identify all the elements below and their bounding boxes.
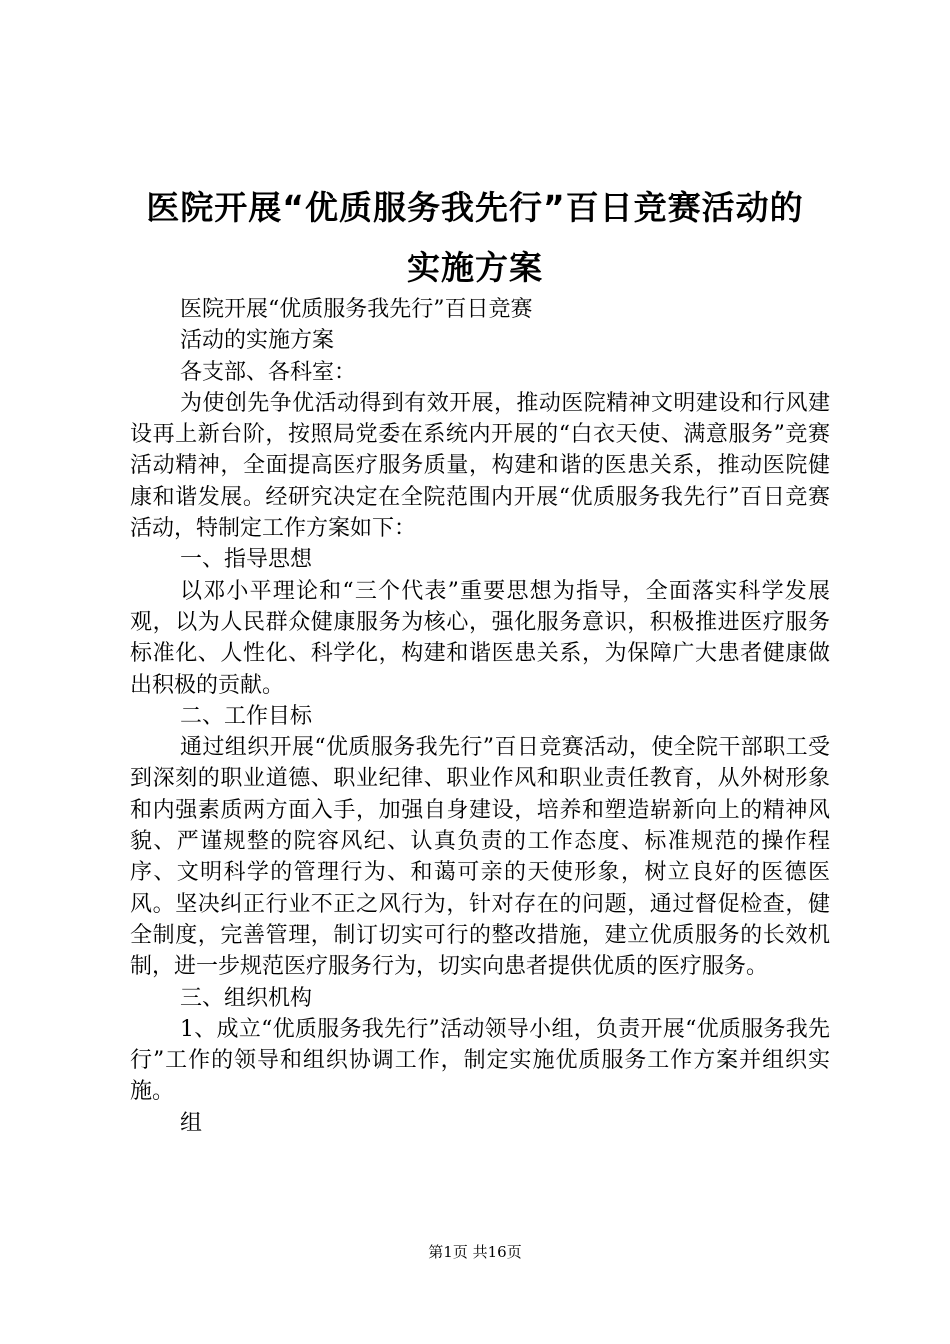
intro-paragraph: 为使创先争优活动得到有效开展，推动医院精神文明建设和行风建设再上新台阶，按照局党委在系统内开展的“白衣天使、满意服务”竞赛活动精神，全面提高医疗服务质量，构建和谐的医患关系，推动医院健康和谐发展。经研究决定在全院范围内开展“优质服务我先行”百日竞赛活动，特制定工作方案如下： (130, 390, 830, 542)
document-body (130, 294, 830, 1139)
document-title-line-1: 医院开展“优质服务我先行”百日竞赛活动的 (146, 188, 804, 227)
salutation: 各支部、各科室： (180, 359, 357, 385)
section-heading-organization: 三、组织机构 (180, 985, 313, 1011)
trailing-fragment: 组 (180, 1110, 203, 1136)
organization-paragraph: 1、成立“优质服务我先行”活动领导小组，负责开展“优质服务我先行”工作的领导和组织协调工作，制定实施优质服务工作方案并组织实施。 (130, 1016, 830, 1105)
subtitle-line-1: 医院开展“优质服务我先行”百日竞赛 (180, 297, 533, 322)
guiding-thought-paragraph: 以邓小平理论和“三个代表”重要思想为指导，全面落实科学发展观，以为人民群众健康服务为核心，强化服务意识，积极推进医疗服务标准化、人性化、科学化，构建和谐医患关系，为保障广大患者健康做出积极的贡献。 (130, 578, 830, 698)
section-heading-guiding-thought: 一、指导思想 (180, 547, 313, 573)
subtitle-line-2: 活动的实施方案 (180, 328, 335, 354)
work-goals-paragraph: 通过组织开展“优质服务我先行”百日竞赛活动，使全院干部职工受到深刻的职业道德、职业纪律、职业作风和职业责任教育，从外树形象和内强素质两方面入手，加强自身建设，培养和塑造崭新向上的精神风貌、严谨规整的院容风纪、认真负责的工作态度、标准规范的操作程序、文明科学的管理行为、和蔼可亲的天使形象，树立良好的医德医风。坚决纠正行业不正之风行为，针对存在的问题，通过督促检查，健全制度，完善管理，制订切实可行的整改措施，建立优质服务的长效机制，进一步规范医疗服务行为，切实向患者提供优质的医疗服务。 (130, 735, 830, 980)
page-number-footer: 第1页 共16页 (428, 1243, 522, 1261)
section-heading-work-goals: 二、工作目标 (180, 703, 313, 729)
document-title-line-2: 实施方案 (407, 248, 543, 287)
